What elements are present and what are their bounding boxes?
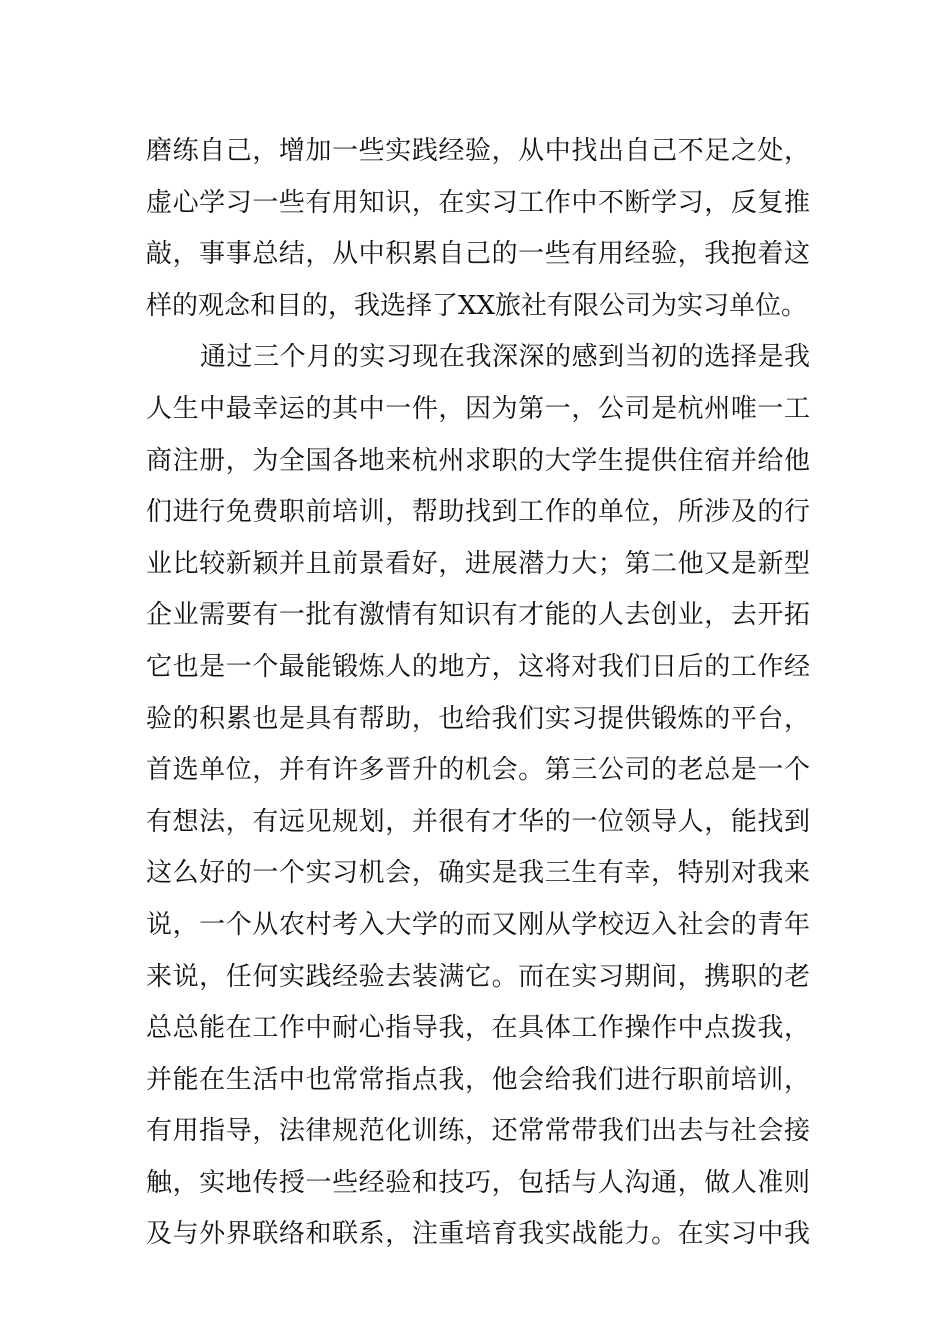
- text-line: 并能在生活中也常常指点我，他会给我们进行职前培训，: [146, 1064, 810, 1095]
- text-line: 业比较新颖并且前景看好，进展潜力大；第二他又是新型: [146, 548, 810, 579]
- text-line: 人生中最幸运的其中一件，因为第一，公司是杭州唯一工: [146, 393, 810, 424]
- text-line: 触，实地传授一些经验和技巧，包括与人沟通，做人准则: [146, 1167, 810, 1198]
- text-line: 来说，任何实践经验去装满它。而在实习期间，携职的老: [146, 961, 810, 992]
- text-line: 虚心学习一些有用知识，在实习工作中不断学习，反复推: [146, 187, 810, 218]
- text-line: 样的观念和目的，我选择了XX旅社有限公司为实习单位。: [146, 290, 808, 321]
- text-line: 敲，事事总结，从中积累自己的一些有用经验，我抱着这: [146, 239, 810, 270]
- text-line: 首选单位，并有许多晋升的机会。第三公司的老总是一个: [146, 755, 810, 786]
- text-line: 及与外界联络和联系，注重培育我实战能力。在实习中我: [146, 1219, 810, 1250]
- text-line: 总总能在工作中耐心指导我，在具体工作操作中点拨我，: [146, 1013, 810, 1044]
- text-line: 商注册，为全国各地来杭州求职的大学生提供住宿并给他: [146, 445, 810, 476]
- text-line: 有想法，有远见规划，并很有才华的一位领导人，能找到: [146, 806, 810, 837]
- body-text: [146, 126, 810, 1261]
- paragraph-first-line: 通过三个月的实习现在我深深的感到当初的选择是我: [200, 342, 810, 373]
- text-line: 们进行免费职前培训，帮助找到工作的单位，所涉及的行: [146, 497, 810, 528]
- text-line: 它也是一个最能锻炼人的地方，这将对我们日后的工作经: [146, 651, 810, 682]
- text-line: 磨练自己，增加一些实践经验，从中找出自己不足之处，: [146, 136, 810, 166]
- text-line: 验的积累也是具有帮助，也给我们实习提供锻炼的平台，: [146, 703, 810, 734]
- text-line: 这么好的一个实习机会，确实是我三生有幸，特别对我来: [146, 858, 810, 889]
- text-line: 有用指导，法律规范化训练，还常常带我们出去与社会接: [146, 1116, 810, 1147]
- text-line: 说，一个从农村考入大学的而又刚从学校迈入社会的青年: [146, 909, 810, 940]
- text-line: 企业需要有一批有激情有知识有才能的人去创业，去开拓: [146, 600, 810, 631]
